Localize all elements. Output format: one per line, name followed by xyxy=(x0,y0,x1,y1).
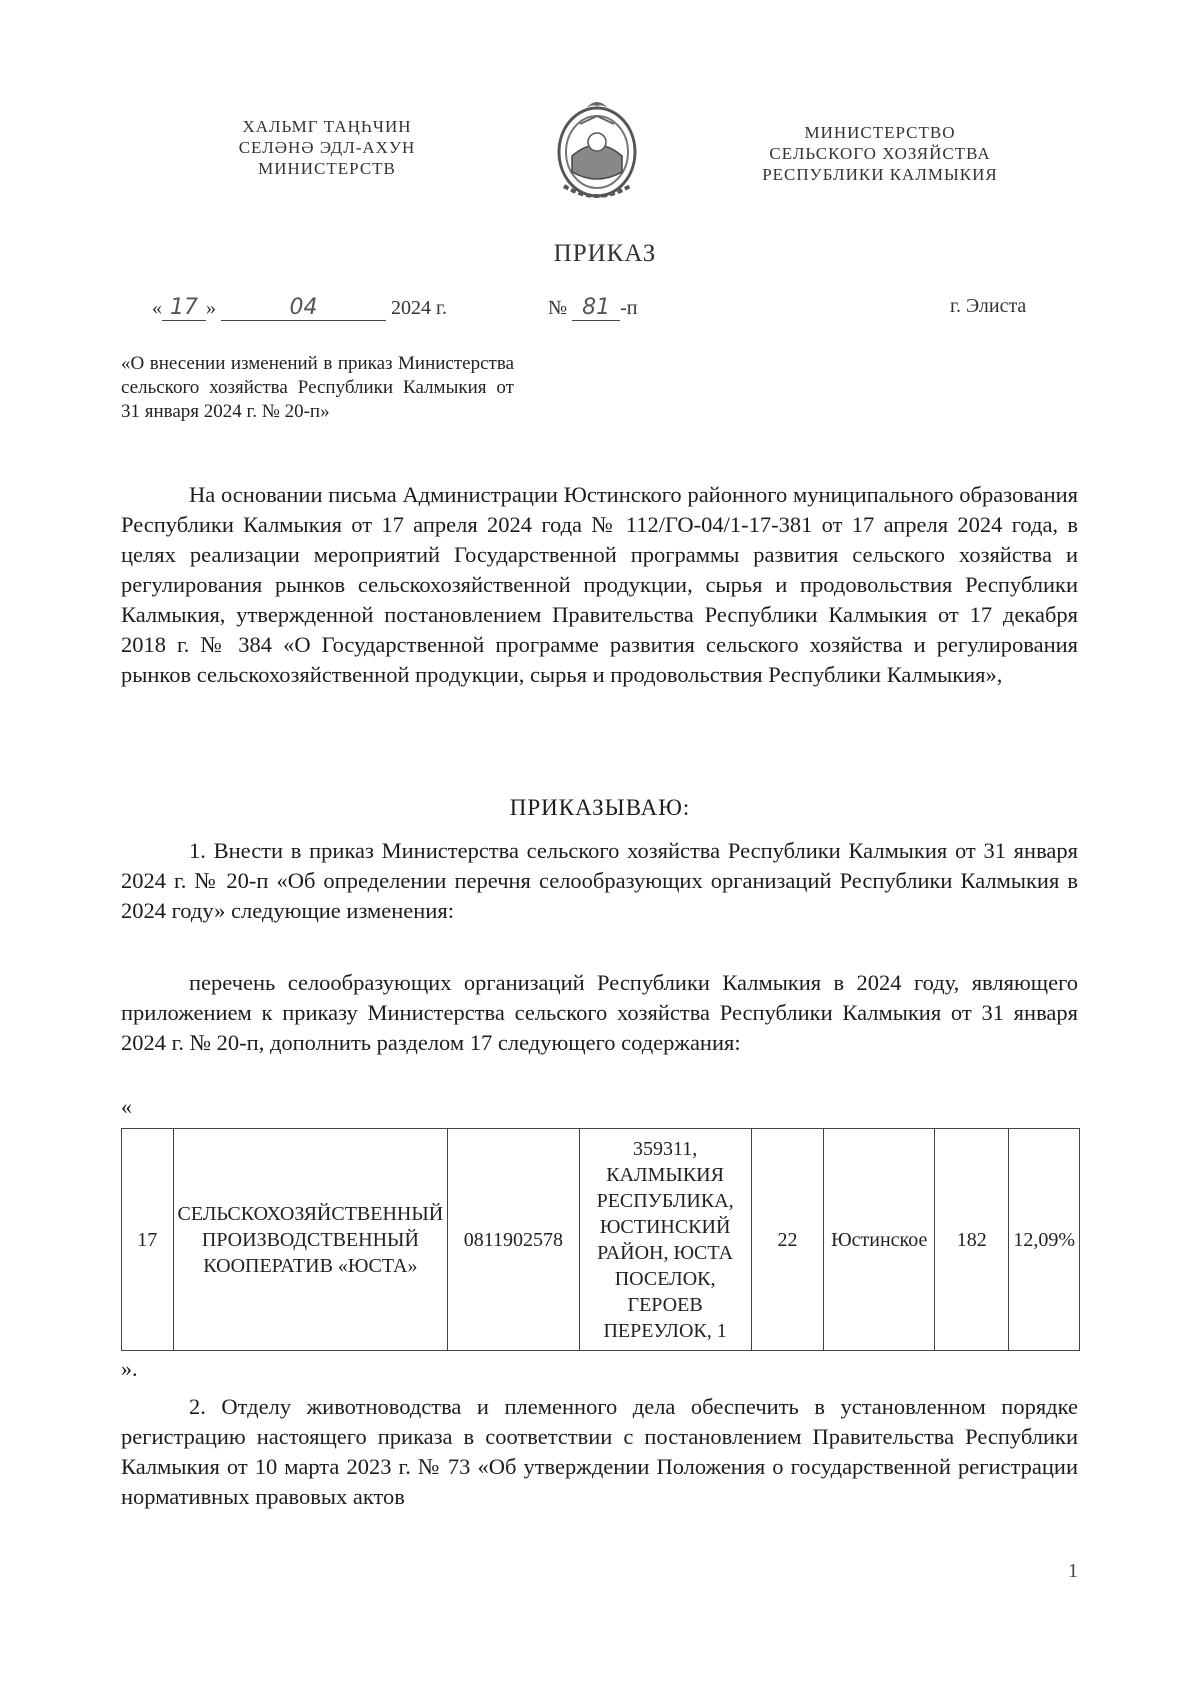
cell-settlement: Юстинское xyxy=(824,1129,935,1351)
item-1-paragraph: 1. Внести в приказ Министерства сельского хозяйства Республики Калмыкия от 31 января 2024 г. № 20-п «Об определении перечня селообразующих организаций Республики Калмыкия в 2024 году» следующие изменения: xyxy=(121,838,1078,923)
quote-open: « xyxy=(121,1094,132,1119)
cell-organization-name: СЕЛЬСКОХОЗЯЙСТВЕННЫЙ ПРОИЗВОДСТВЕННЫЙ КООПЕРАТИВ «ЮСТА» xyxy=(173,1129,448,1351)
kalmykia-emblem-icon xyxy=(550,94,645,214)
date-year: 2024 г. xyxy=(391,297,447,319)
order-subject: «О внесении изменений в приказ Министерства сельского хозяйства Республики Калмыкия от 31 января 2024 г. № 20-п» xyxy=(121,353,514,422)
cell-code: 22 xyxy=(751,1129,824,1351)
date-month: 04 xyxy=(289,295,318,320)
order-number-value: 81 xyxy=(582,295,611,320)
item-2-paragraph: 2. Отделу животноводства и племенного дела обеспечить в установленном порядке регистрацию настоящего приказа в соответствии с постановлением Правительства Республики Калмыкия от 10 марта 2023 г. № 73 «Об утверждении Положения о государственной регистрации нормативных правовых актов xyxy=(121,1394,1078,1509)
item-1-detail-paragraph: перечень селообразующих организаций Республики Калмыкия в 2024 году, являющего приложением к приказу Министерства сельского хозяйства Республики Калмыкия от 31 января 2024 г. № 20-п, дополнить разделом 17 следующего содержания: xyxy=(121,970,1078,1055)
order-heading: ПРИКАЗЫВАЮ: xyxy=(509,795,691,820)
ministry-name-kalmyk: ХАЛЬМГ ТАҢҺЧИН СЕЛӘНӘ ЭДЛ-АХУН МИНИСТЕРСТВ xyxy=(238,117,416,178)
order-number: № 81 -п xyxy=(548,295,638,320)
city: г. Элиста xyxy=(950,295,1027,317)
cell-count: 182 xyxy=(935,1129,1009,1351)
date-day: 17 xyxy=(170,295,198,320)
cell-number: 17 xyxy=(122,1129,174,1351)
order-date: « 17 » 04 2024 г. xyxy=(152,295,447,320)
table-row xyxy=(122,1129,1080,1351)
cell-address: 359311, КАЛМЫКИЯ РЕСПУБЛИКА, ЮСТИНСКИЙ РАЙОН, ЮСТА ПОСЕЛОК, ГЕРОЕВ ПЕРЕУЛОК, 1 xyxy=(579,1129,751,1351)
cell-share: 12,09% xyxy=(1009,1129,1080,1351)
organizations-table xyxy=(121,1128,1080,1351)
document-title: ПРИКАЗ xyxy=(553,240,657,267)
ministry-name-russian: МИНИСТЕРСТВО СЕЛЬСКОГО ХОЗЯЙСТВА РЕСПУБЛИКИ КАЛМЫКИЯ xyxy=(762,123,998,184)
cell-inn: 0811902578 xyxy=(448,1129,579,1351)
page-number: 1 xyxy=(1068,1560,1078,1582)
preamble-paragraph: На основании письма Администрации Юстинского районного муниципального образования Республики Калмыкия от 17 апреля 2024 года № 112/ГО-04/1-17-381 от 17 апреля 2024 года, в целях реализации мероприятий Государственной программы развития сельского хозяйства и регулирования рынков сельскохозяйственной продукции, сырья и продовольствия Республики Калмыкия, утвержденной постановлением Правительства Республики Калмыкия от 17 декабря 2018 г. № 384 «О Государственной программе развития сельского хозяйства и регулирования рынков сельскохозяйственной продукции, сырья и продовольствия Республики Калмыкия», xyxy=(121,482,1078,687)
quote-close: ». xyxy=(121,1356,138,1381)
